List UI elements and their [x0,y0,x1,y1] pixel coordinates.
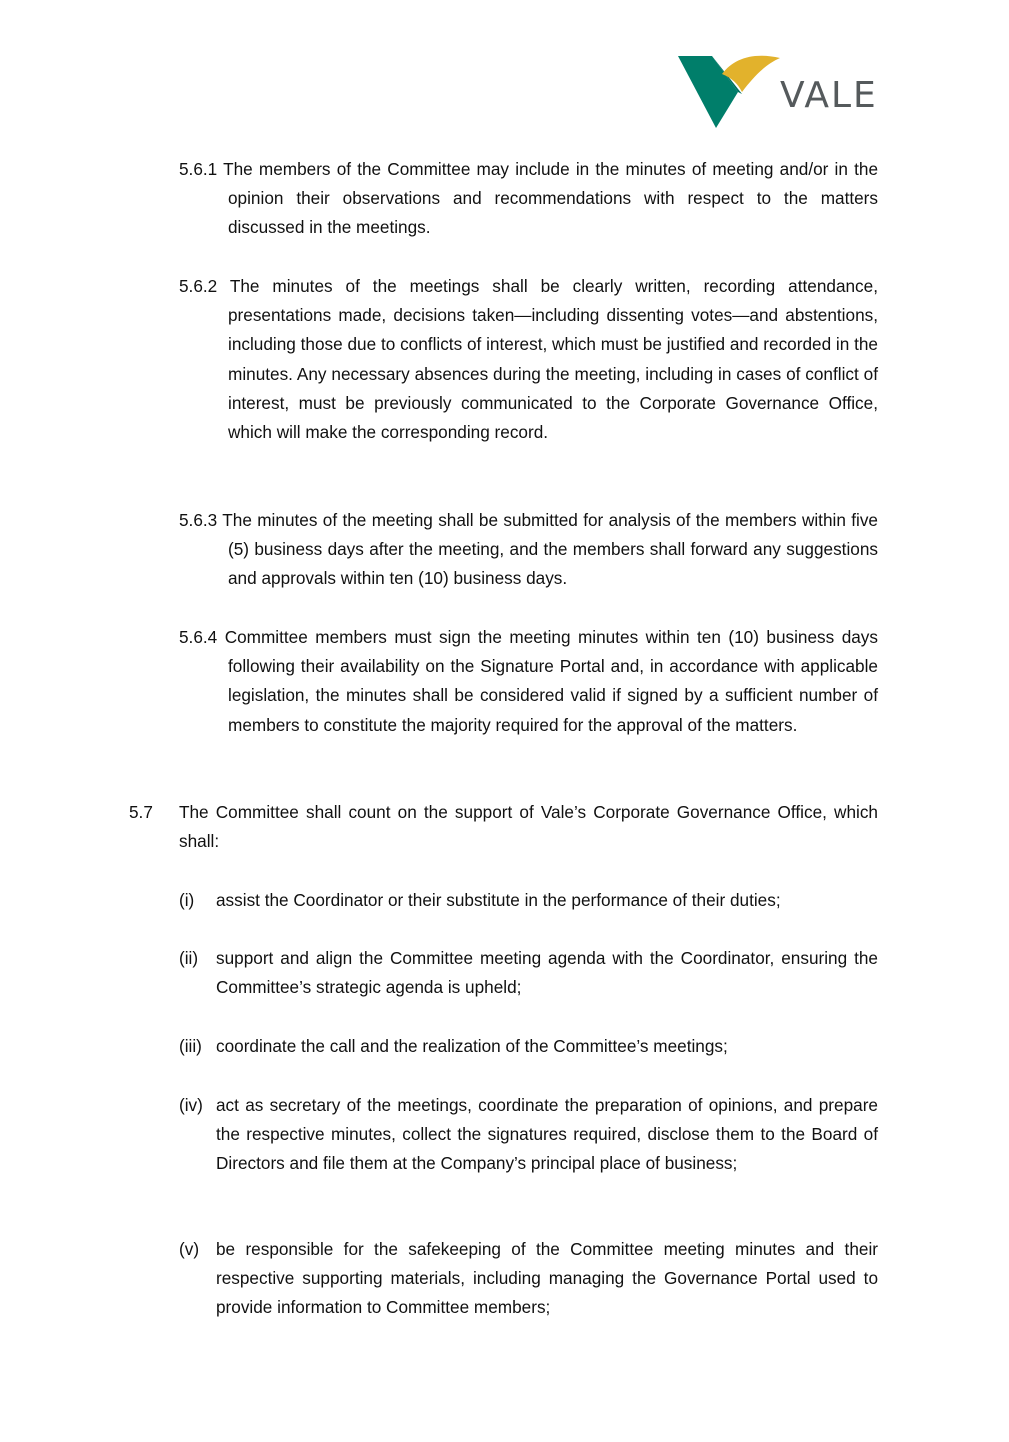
list-item-number: (iv) [179,1095,203,1115]
section-number: 5.6.2 [179,276,218,296]
section-5-6-2 [179,272,878,447]
list-item-text: coordinate the call and the realization of the Committee’s meetings; [216,1036,728,1056]
section-5-6-3-body [179,506,878,594]
section-number: 5.6.1 [179,159,218,179]
list-item-text: act as secretary of the meetings, coordinate the preparation of opinions, and prepare the respective minutes, collect the signatures required, disclose them to the Board of Directors and file them at the Company’s principal place of business; [216,1095,878,1174]
vale-logo-text: VALE [780,75,878,116]
section-5-7 [129,798,878,856]
list-item-text: be responsible for the safekeeping of the Committee meeting minutes and their respective supporting materials, including managing the Governance Portal used to provide information to Committee members; [216,1239,878,1318]
section-5-6-1-body [179,155,878,243]
list-item-text: assist the Coordinator or their substitute in the performance of their duties; [216,890,781,910]
list-item-number: (v) [179,1239,200,1259]
section-text: The minutes of the meeting shall be submitted for analysis of the members within five (5) business days after the meeting, and the members shall forward any suggestions and approvals within ten (10) business days. [222,510,878,589]
list-item-text: support and align the Committee meeting agenda with the Coordinator, ensuring the Committee’s strategic agenda is upheld; [216,948,878,998]
section-text: Committee members must sign the meeting minutes within ten (10) business days following their availability on the Signature Portal and, in accordance with applicable legislation, the minutes shall be considered valid if signed by a sufficient number of members to constitute the majority required for the approval of the matters. [224,627,878,735]
section-text: The Committee shall count on the support of Vale’s Corporate Governance Office, which shall: [179,802,878,852]
section-5-6-4 [179,623,878,740]
section-number: 5.7 [129,802,153,822]
section-5-6-3 [179,506,878,594]
section-5-6-2-body [179,272,878,447]
list-item-number: (iii) [179,1036,202,1056]
list-item-iv [179,1091,878,1179]
list-item-ii [179,944,878,1002]
vale-logo [676,50,880,130]
section-text: The minutes of the meetings shall be clearly written, recording attendance, presentations made, decisions taken—including dissenting votes—and abstentions, including those due to conflicts of interest, which must be justified and recorded in the minutes. Any necessary absences during the meeting, including in cases of conflict of interest, must be previously communicated to the Corporate Governance Office, which will make the corresponding record. [228,276,878,443]
section-number: 5.6.3 [179,510,218,530]
section-text: The members of the Committee may include in the minutes of meeting and/or in the opinion their observations and recommendations with respect to the matters discussed in the meetings. [223,159,879,238]
list-item-v [179,1235,878,1323]
section-number: 5.6.4 [179,627,218,647]
list-item-i [179,886,878,915]
vale-logo-mark [676,50,780,130]
section-5-6-1 [179,155,878,243]
list-item-iii [179,1032,878,1061]
list-item-number: (ii) [179,948,199,968]
section-5-6-4-body [179,623,878,740]
list-item-number: (i) [179,890,195,910]
